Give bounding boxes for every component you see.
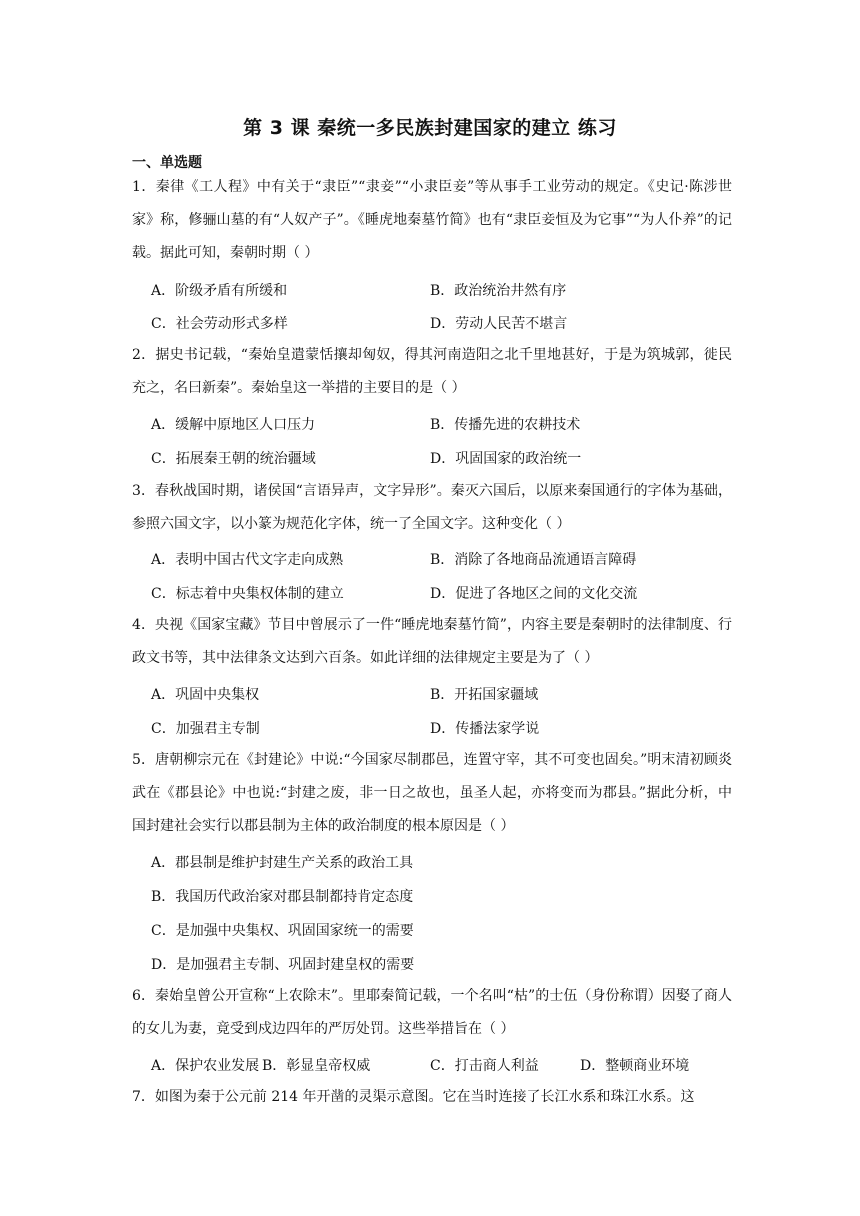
question-4-option-b: B．开拓国家疆域 — [430, 687, 539, 703]
question-4-option-d: D．传播法家学说 — [430, 721, 540, 737]
question-2-stem: 2．据史书记载，“秦始皇遣蒙恬攘却匈奴，得其河南造阳之北千里地甚好，于是为筑城郭，徙民充之，名曰新秦”。秦始皇这一举措的主要目的是（ ） — [132, 347, 732, 396]
question-5-stem: 5．唐朝柳宗元在《封建论》中说:“今国家尽制郡邑，连置守宰，其不可变也固矣。”明末清初顾炎武在《郡县论》中也说:“封建之废，非一日之故也，虽圣人起，亦将变而为郡县。”据此分析，中国封建社会实行以郡县制为主体的政治制度的根本原因是（ ） — [132, 752, 732, 834]
question-4-stem: 4．央视《国家宝藏》节目中曾展示了一件“睡虎地秦墓竹简”，内容主要是秦朝时的法律制度、行政文书等，其中法律条文达到六百条。如此详细的法律规定主要是为了（ ） — [132, 617, 732, 666]
question-6-stem: 6．秦始皇曾公开宣称“上农除末”。里耶秦简记载，一个名叫“枯”的士伍（身份称谓）因娶了商人的女儿为妻，竟受到戍边四年的严厉处罚。这些举措旨在（ ） — [132, 988, 732, 1037]
question-1-option-d: D．劳动人民苦不堪言 — [430, 316, 568, 332]
section-heading: 一、单选题 — [132, 155, 202, 171]
question-4-option-c: C．加强君主专制 — [151, 721, 260, 737]
question-1-option-c: C．社会劳动形式多样 — [151, 316, 288, 332]
question-5-option-d: D．是加强君主专制、巩固封建皇权的需要 — [151, 957, 415, 973]
question-3-option-c: C．标志着中央集权体制的建立 — [151, 586, 344, 602]
question-2-option-a: A．缓解中原地区人口压力 — [151, 417, 316, 433]
question-2-option-c: C．拓展秦王朝的统治疆域 — [151, 451, 316, 467]
question-3-option-b: B．消除了各地商品流通语言障碍 — [430, 552, 637, 568]
question-3-option-a: A．表明中国古代文字走向成熟 — [151, 552, 344, 568]
question-3-option-d: D．促进了各地区之间的文化交流 — [430, 586, 638, 602]
question-1-option-a: A．阶级矛盾有所缓和 — [151, 283, 288, 299]
question-6-option-d: D．整顿商业环境 — [580, 1058, 690, 1074]
question-5-option-c: C．是加强中央集权、巩固国家统一的需要 — [151, 923, 414, 939]
question-5-option-b: B．我国历代政治家对郡县制都持肯定态度 — [151, 889, 414, 905]
question-7-stem: 7．如图为秦于公元前 214 年开凿的灵渠示意图。它在当时连接了长江水系和珠江水系。这 — [132, 1089, 695, 1105]
question-3-stem: 3．春秋战国时期，诸侯国“言语异声，文字异形”。秦灭六国后，以原来秦国通行的字体为基础，参照六国文字，以小篆为规范化字体，统一了全国文字。这种变化（ ） — [132, 483, 732, 532]
question-2-option-b: B．传播先进的农耕技术 — [430, 417, 581, 433]
question-6-option-c: C．打击商人利益 — [430, 1058, 539, 1074]
question-1-stem: 1．秦律《工人程》中有关于“隶臣”“隶妾”“小隶臣妾”等从事手工业劳动的规定。《史记·陈涉世家》称，修骊山墓的有“人奴产子”。《睡虎地秦墓竹简》也有“隶臣妾恒及为它事”“为人仆养”的记载。据此可知，秦朝时期（ ） — [132, 179, 732, 261]
question-5-option-a: A．郡县制是维护封建生产关系的政治工具 — [151, 855, 414, 871]
question-1-option-b: B．政治统治井然有序 — [430, 283, 567, 299]
page-title: 第 3 课 秦统一多民族封建国家的建立 练习 — [243, 117, 617, 139]
question-6-option-a: A．保护农业发展 — [151, 1058, 260, 1074]
question-6-option-b: B．彰显皇帝权威 — [262, 1058, 371, 1074]
question-4-option-a: A．巩固中央集权 — [151, 687, 260, 703]
question-2-option-d: D．巩固国家的政治统一 — [430, 451, 582, 467]
